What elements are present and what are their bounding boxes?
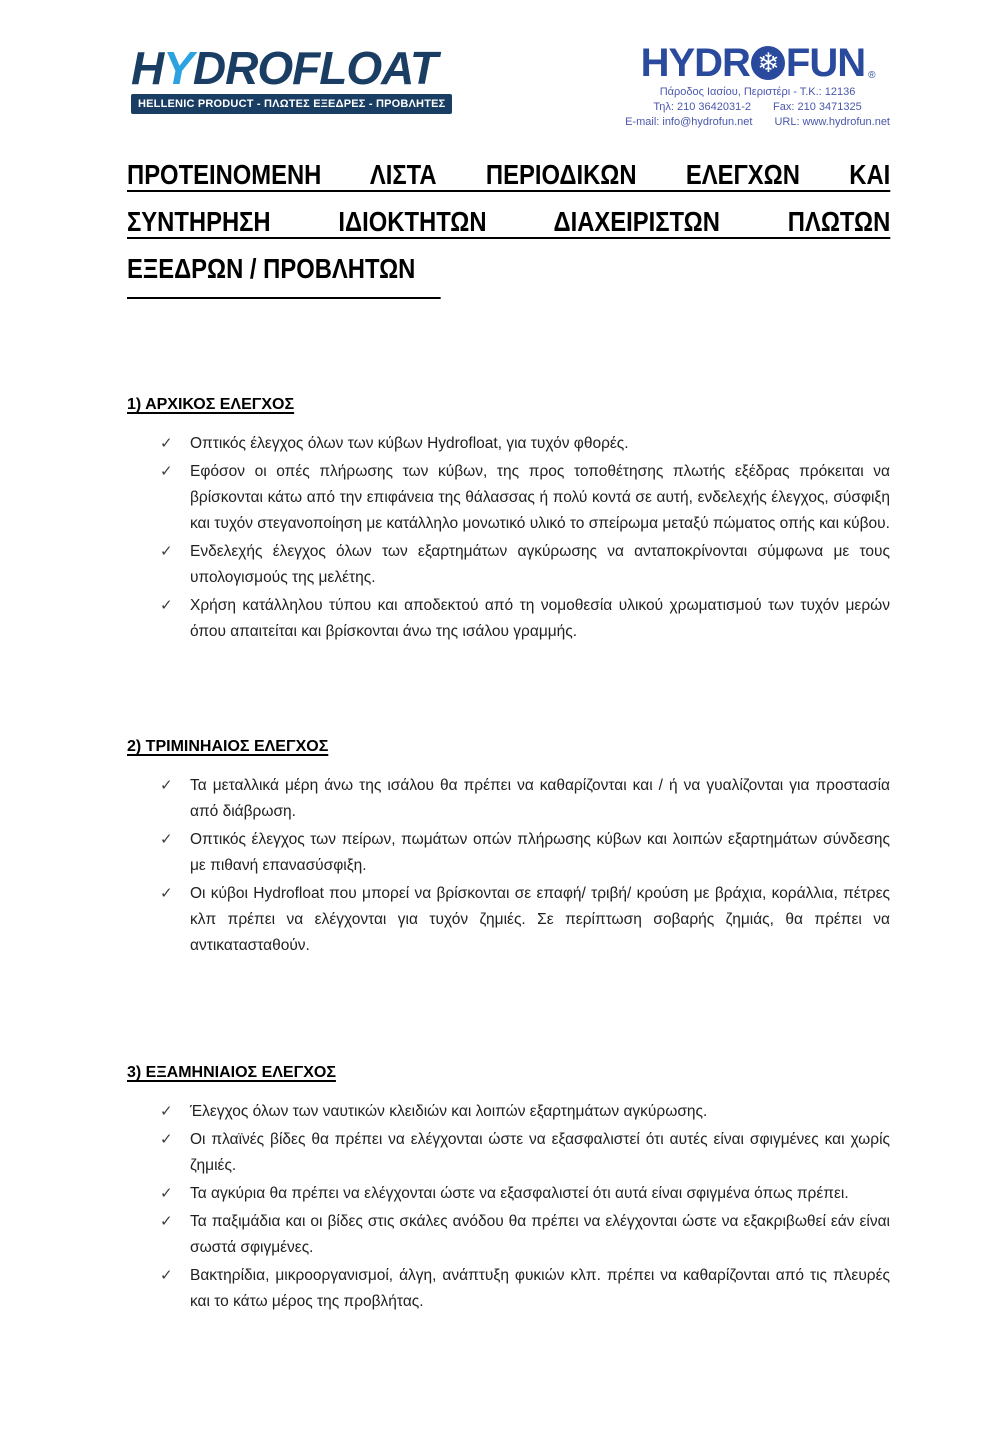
contact-fax: Fax: 210 3471325 — [773, 100, 862, 113]
title-line-3-text: ΕΞΕΔΡΩΝ / ΠΡΟΒΛΗΤΩΝ — [127, 245, 441, 299]
list-item — [127, 431, 890, 457]
list-item — [127, 1263, 890, 1315]
check-icon: ✓ — [160, 463, 173, 480]
list-item — [127, 1099, 890, 1125]
document-title — [127, 151, 890, 299]
section-2-heading: 2) ΤΡΙΜΙΝΗΑΙΟΣ ΕΛΕΓΧΟΣ — [127, 738, 329, 755]
contact-phone-row — [625, 100, 890, 115]
hellenic-product-banner: HELLENIC PRODUCT - ΠΛΩΤΕΣ ΕΞΕΔΡΕΣ - ΠΡΟΒΛΗΤΕΣ — [131, 94, 452, 114]
check-icon: ✓ — [160, 1131, 173, 1148]
list-item-text: Τα αγκύρια θα πρέπει να ελέγχονται ώστε να εξασφαλιστεί ότι αυτά είναι σφιγμένα όπως πρέπει. — [190, 1185, 849, 1202]
list-item-text: Τα παξιμάδια και οι βίδες στις σκάλες ανόδου θα πρέπει να ελέγχονται ώστε να εξακριβωθεί εάν είναι σωστά σφιγμένες. — [190, 1213, 890, 1256]
wordmark-prefix: H — [131, 42, 164, 94]
check-icon: ✓ — [160, 1213, 173, 1230]
list-item — [127, 1181, 890, 1207]
wordmark-part2: FUN — [785, 41, 866, 85]
list-item-text: Τα μεταλλικά μέρη άνω της ισάλου θα πρέπει να καθαρίζονται και / ή να γυαλίζονται για προστασία από διάβρωση. — [190, 777, 890, 820]
title-line-3 — [127, 245, 890, 299]
title-line-1: ΠΡΟΤΕΙΝΟΜΕΝΗ ΛΙΣΤΑ ΠΕΡΙΟΔΙΚΩΝ ΕΛΕΓΧΩΝ ΚΑΙ — [127, 159, 891, 190]
list-item-text: Έλεγχος όλων των ναυτικών κλειδιών και λοιπών εξαρτημάτων αγκύρωσης. — [190, 1103, 708, 1120]
section-3-items — [127, 1099, 890, 1315]
list-item — [127, 1127, 890, 1179]
contact-address: Πάροδος Ιασίου, Περιστέρι - Τ.Κ.: 12136 — [659, 86, 856, 98]
section-initial-check — [127, 395, 890, 645]
title-line-2: ΣΥΝΤΗΡΗΣΗ ΙΔΙΟΚΤΗΤΩΝ ΔΙΑΧΕΙΡΙΣΤΩΝ ΠΛΩΤΩΝ — [127, 206, 891, 237]
list-item-text: Εφόσον οι οπές πλήρωσης των κύβων, της προς τοποθέτησης πλωτής εξέδρας πρόκειται να βρίσκονται κάτω από την επιφάνεια της θάλασσας ή πολύ κοντά σε αυτή, ενδελεχής έλεγχος, σύσφιξη και τυχόν στεγανοποίηση με κατάλληλο μονωτικό υλικό το σπείρωμα μεταξύ πώματος οπής και κύβου. — [190, 463, 890, 532]
list-item — [127, 459, 890, 537]
list-item — [127, 881, 890, 959]
snowflake-icon: ❄ — [751, 46, 785, 80]
list-item-text: Βακτηρίδια, μικροοργανισμοί, άλγη, ανάπτυξη φυκιών κλπ. πρέπει να καθαρίζονται από τις πλευρές και το κάτω μέρος της προβλήτας. — [190, 1267, 890, 1310]
hydrofloat-logo — [131, 42, 452, 114]
list-item — [127, 593, 890, 645]
list-item — [127, 1209, 890, 1261]
wordmark-part1: HYDR — [640, 41, 750, 85]
check-icon: ✓ — [160, 1267, 173, 1284]
contact-address-row — [625, 85, 890, 100]
list-item — [127, 773, 890, 825]
list-item — [127, 827, 890, 879]
section-quarterly-check — [127, 737, 890, 959]
check-icon: ✓ — [160, 1103, 173, 1120]
hydrofun-wordmark — [625, 43, 890, 83]
hydrofun-contact-info — [625, 85, 890, 130]
registered-trademark-icon: ® — [868, 70, 875, 81]
wordmark-accent-letter: Y — [163, 42, 193, 94]
wordmark-suffix: DROFLOAT — [192, 42, 438, 94]
section-2-items — [127, 773, 890, 959]
check-icon: ✓ — [160, 597, 173, 614]
section-1-heading: 1) ΑΡΧΙΚΟΣ ΕΛΕΓΧΟΣ — [127, 396, 295, 413]
header — [127, 41, 890, 128]
list-item-text: Οπτικός έλεγχος όλων των κύβων Hydrofloat, για τυχόν φθορές. — [190, 435, 629, 452]
section-1-items — [127, 431, 890, 645]
hydrofloat-wordmark — [131, 42, 438, 94]
check-icon: ✓ — [160, 885, 173, 902]
contact-web-row — [625, 115, 890, 130]
hydrofun-logo — [625, 43, 890, 130]
section-semiannual-check — [127, 1063, 890, 1315]
check-icon: ✓ — [160, 777, 173, 794]
contact-email: E-mail: info@hydrofun.net — [625, 115, 753, 128]
contact-phone: Τηλ: 210 3642031-2 — [653, 100, 752, 113]
check-icon: ✓ — [160, 435, 173, 452]
list-item — [127, 539, 890, 591]
list-item-text: Οι πλαϊνές βίδες θα πρέπει να ελέγχονται ώστε να εξασφαλιστεί ότι αυτές είναι σφιγμένες και χωρίς ζημιές. — [190, 1131, 890, 1174]
contact-url: URL: www.hydrofun.net — [774, 115, 890, 128]
list-item-text: Ενδελεχής έλεγχος όλων των εξαρτημάτων αγκύρωσης να ανταποκρίνονται σύμφωνα με τους υπολογισμούς της μελέτης. — [190, 543, 890, 586]
list-item-text: Οι κύβοι Hydrofloat που μπορεί να βρίσκονται σε επαφή/ τριβή/ κρούση με βράχια, κοράλλια, πέτρες κλπ πρέπει να ελέγχονται για τυχόν ζημιές. Σε περίπτωση σοβαρής ζημιάς, θα πρέπει να αντικατασταθούν. — [190, 885, 890, 954]
check-icon: ✓ — [160, 1185, 173, 1202]
list-item-text: Χρήση κατάλληλου τύπου και αποδεκτού από τη νομοθεσία υλικού χρωματισμού των τυχόν μερών όπου απαιτείται και βρίσκονται άνω της ισάλου γραμμής. — [190, 597, 890, 640]
list-item-text: Οπτικός έλεγχος των πείρων, πωμάτων οπών πλήρωσης κύβων και λοιπών εξαρτημάτων σύνδεσης με πιθανή επανασύσφιξη. — [190, 831, 890, 874]
check-icon: ✓ — [160, 831, 173, 848]
check-icon: ✓ — [160, 543, 173, 560]
section-3-heading: 3) ΕΞΑΜΗΝΙΑΙΟΣ ΕΛΕΓΧΟΣ — [127, 1064, 336, 1081]
